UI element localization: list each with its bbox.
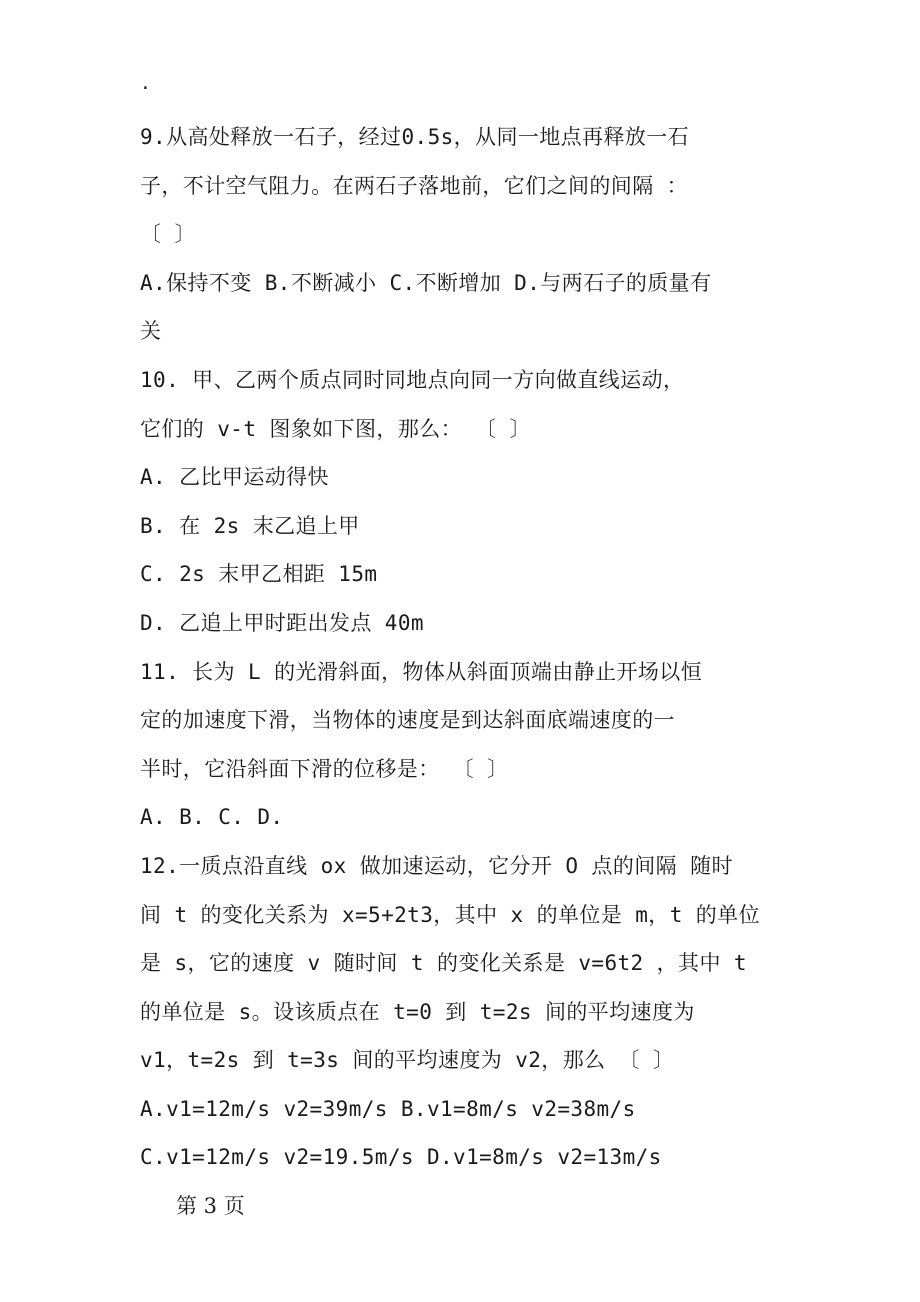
text-line: 子，不计空气阻力。在两石子落地前，它们之间的间隔 ： [140, 173, 689, 198]
text-line: 半时，它沿斜面下滑的位移是： 〔 〕 [140, 756, 509, 781]
header-mark: . [140, 73, 151, 94]
text-line: C. 2s 末甲乙相距 15m [140, 562, 378, 587]
text-line: D. 乙追上甲时距出发点 40m [140, 610, 424, 635]
text-line: 10. 甲、乙两个质点同时同地点向同一方向做直线运动， [140, 367, 685, 392]
text-line: v1，t=2s 到 t=3s 间的平均速度为 v2，那么 〔 〕 [140, 1048, 675, 1073]
text-line: 关 [140, 319, 162, 344]
text-line: A.保持不变 B.不断减小 C.不断增加 D.与两石子的质量有 [140, 270, 712, 295]
text-line: C.v1=12m/s v2=19.5m/s D.v1=8m/s v2=13m/s [140, 1145, 662, 1170]
text-line: A. B. C. D. [140, 805, 284, 830]
text-line: 9.从高处释放一石子，经过0.5s，从同一地点再释放一石 [140, 125, 690, 149]
text-line: A. 乙比甲运动得快 [140, 465, 329, 490]
text-line: A.v1=12m/s v2=39m/s B.v1=8m/s v2=38m/s [140, 1096, 636, 1121]
question-content [140, 113, 780, 1182]
text-line: 它们的 v-t 图象如下图，那么： 〔 〕 [140, 416, 531, 441]
text-line: B. 在 2s 末乙追上甲 [140, 513, 360, 538]
text-line: 12.一质点沿直线 ox 做加速运动，它分开 O 点的间隔 随时 [140, 853, 733, 878]
text-line: 定的加速度下滑，当物体的速度是到达斜面底端速度的一 [140, 708, 675, 733]
text-line: 〔 〕 [140, 222, 196, 247]
text-line: 的单位是 s。设该质点在 t=0 到 t=2s 间的平均速度为 [140, 999, 695, 1024]
text-line: 11. 长为 L 的光滑斜面，物体从斜面顶端由静止开场以恒 [140, 659, 703, 684]
text-line: 间 t 的变化关系为 x=5+2t3，其中 x 的单位是 m，t 的单位 [140, 902, 760, 927]
page-number: 第 3 页 [176, 1194, 245, 1218]
text-line: 是 s，它的速度 v 随时间 t 的变化关系是 v=6t2 ，其中 t [140, 951, 747, 976]
